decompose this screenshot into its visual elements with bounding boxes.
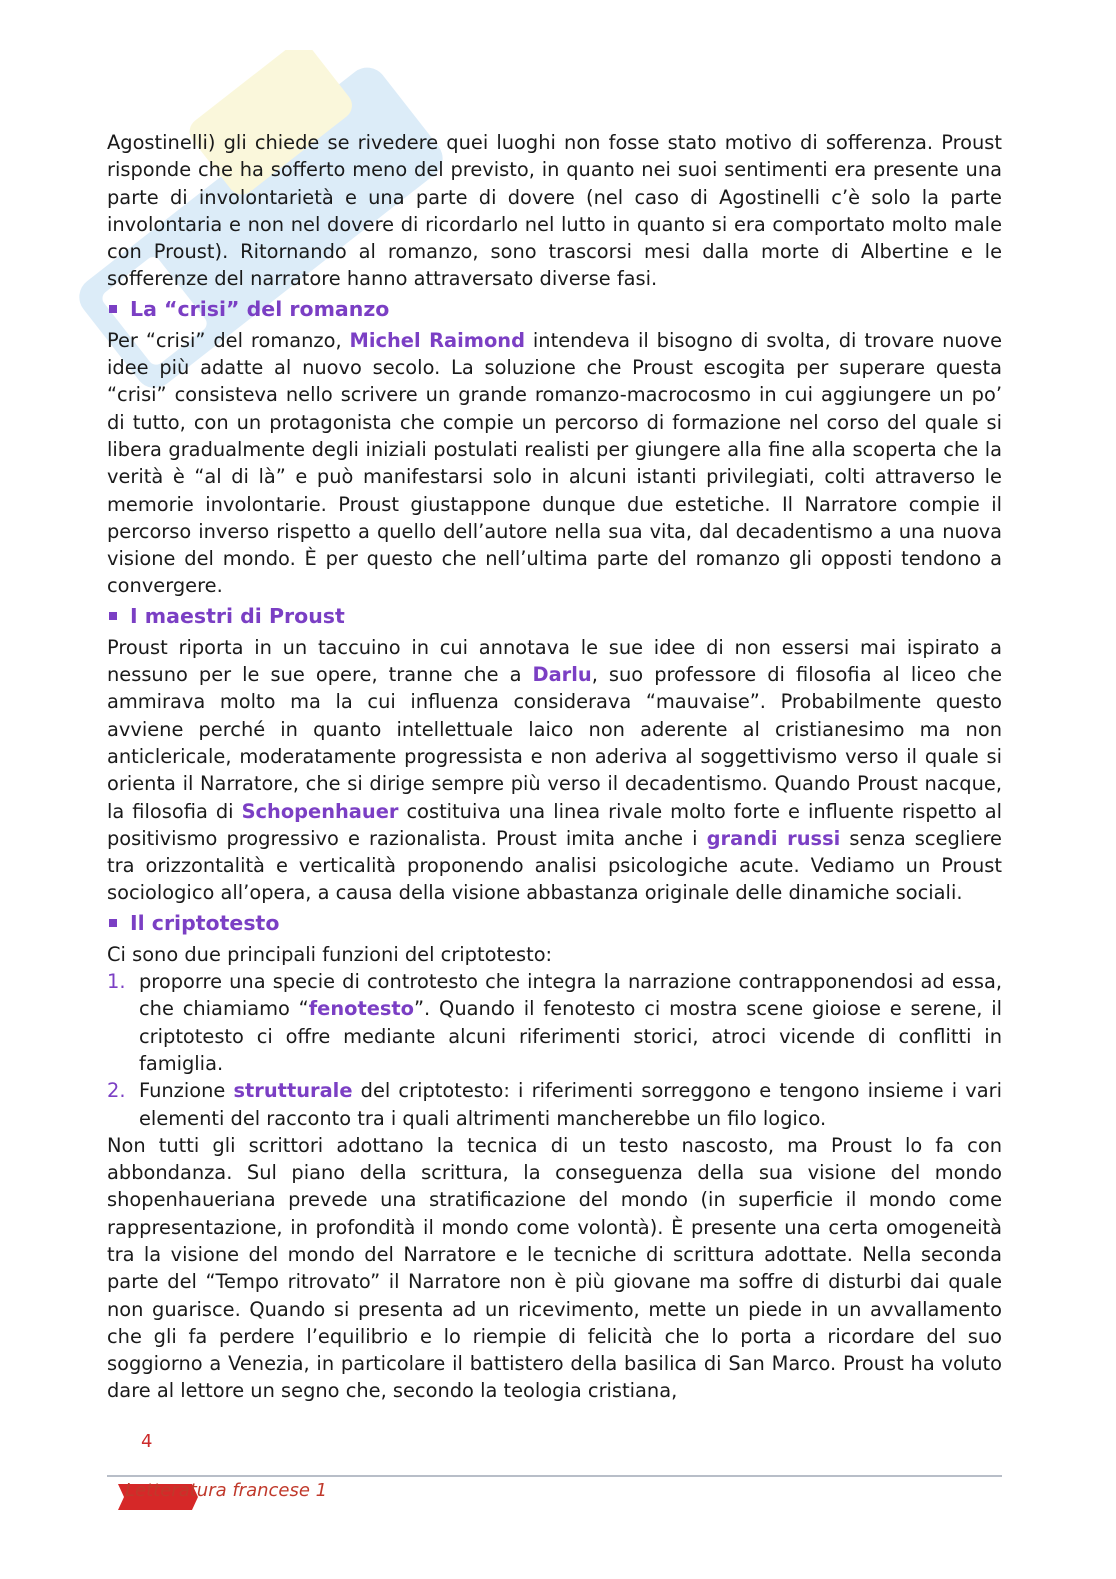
section-heading-criptotesto	[107, 910, 1002, 937]
highlight-term: strutturale	[233, 1079, 353, 1103]
numbered-list	[107, 968, 1002, 1132]
footer-divider	[107, 1475, 1002, 1477]
text-run: proporre una specie di controtesto che integra la narrazione contrapponendosi ad essa, che chiamiamo “	[139, 970, 1002, 1021]
text-run: Proust riporta in un taccuino in cui annotava le sue idee di non essersi mai ispirato a nessuno per le sue opere, tranne che a	[107, 635, 1002, 687]
section-title: I maestri di Proust	[130, 603, 345, 628]
maestri-paragraph	[107, 634, 1002, 907]
square-bullet-icon	[109, 919, 117, 927]
section-heading-maestri	[107, 603, 1002, 630]
criptotesto-intro: Ci sono due principali funzioni del criptotesto:	[107, 942, 553, 966]
text-run: ”. Quando il fenotesto ci mostra scene gioiose e serene, il criptotesto ci offre mediante alcuni riferimenti storici, atroci vicende di conflitti in famiglia.	[139, 997, 1002, 1075]
text-run: intendeva il bisogno di svolta, di trovare nuove idee più adatte al nuovo secolo. La soluzione che Proust escogita per superare questa “crisi” consisteva nello scrivere un grande romanzo-macrocosmo in cui aggiungere un po’ di tutto, con un protagonista che compie un percorso di formazione nel corso del quale si libera gradualmente degli iniziali postulati realisti per giungere alla fine alla scoperta che la verità è “al di là” e può manifestarsi solo in alcuni istanti privilegiati, colti attraverso le memorie involontarie. Proust giustappone dunque due estetiche. Il Narratore compie il percorso inverso rispetto a quello dell’autore nella sua vita, dal decadentismo a una nuova visione del mondo. È per questo che nell’ultima parte del romanzo gli opposti tendono a convergere.	[107, 328, 1002, 598]
text-run: , suo professore di filosofia al liceo che ammirava molto ma la cui influenza considerava “mauvaise”. Probabilmente questo avviene perché in quanto intellettuale laico non aderente al cristianesimo ma non anticlericale, moderatamente progressista e non aderiva al soggettivismo verso il quale si orienta il Narratore, che si dirige sempre più verso il decadentismo. Quando Proust nacque, la filosofia di	[107, 663, 1003, 823]
section-heading-crisi	[107, 296, 1002, 323]
text-run: Per “crisi” del romanzo,	[107, 328, 350, 352]
text-run: senza scegliere tra orizzontalità e verticalità proponendo analisi psicologiche acute. Vediamo un Proust sociologico all’opera, a causa della visione abbastanza originale delle dinamiche sociali.	[107, 826, 1002, 905]
page-body	[107, 129, 1002, 1405]
text-run: del criptotesto: i riferimenti sorreggono e tengono insieme i vari elementi del racconto tra i quali altrimenti mancherebbe un filo logico.	[139, 1079, 1002, 1130]
section-title: La “crisi” del romanzo	[130, 296, 390, 321]
text-run: costituiva una linea rivale molto forte e influente rispetto al positivismo progressivo e razionalista. Proust imita anche i	[107, 799, 1003, 850]
list-number: 1.	[107, 970, 126, 994]
highlight-term: fenotesto	[308, 997, 415, 1021]
highlight-term: grandi russi	[706, 826, 841, 850]
crisi-paragraph	[107, 327, 1002, 600]
square-bullet-icon	[109, 305, 117, 313]
page-number: 4	[141, 1431, 153, 1452]
text-run: Funzione	[139, 1079, 234, 1103]
highlight-term: Michel Raimond	[349, 328, 525, 352]
intro-paragraph: Agostinelli) gli chiede se rivedere quei luoghi non fosse stato motivo di sofferenza. Proust risponde che ha sofferto meno del previsto, in quanto nei suoi sentimenti era presente una parte di involontarietà e una parte di dovere (nel caso di Agostinelli c’è solo la parte involontaria e non nel dovere di ricordarlo nel lutto in quanto si era comportato molto male con Proust). Ritornando al romanzo, sono trascorsi mesi dalla morte di Albertine e le sofferenze del narratore hanno attraversato diverse fasi.	[107, 131, 1002, 291]
square-bullet-icon	[109, 612, 117, 620]
highlight-term: Schopenhauer	[241, 799, 399, 823]
list-item	[107, 1077, 1002, 1132]
list-number: 2.	[107, 1079, 126, 1103]
highlight-term: Darlu	[532, 663, 592, 687]
list-item	[107, 968, 1002, 1077]
section-title: Il criptotesto	[130, 910, 280, 935]
criptotesto-closing: Non tutti gli scrittori adottano la tecnica di un testo nascosto, ma Proust lo fa con abbondanza. Sul piano della scrittura, la conseguenza della sua visione del mondo shopenhaueriana prevede una stratificazione del mondo (in superficie il mondo come rappresentazione, in profondità il mondo come volontà). È presente una certa omogeneità tra la visione del mondo del Narratore e le tecniche di scrittura adottate. Nella seconda parte del “Tempo ritrovato” il Narratore non è più giovane ma soffre di disturbi dai quale non guarisce. Quando si presenta ad un ricevimento, mette un piede in un avvallamento che gli fa perdere l’equilibrio e lo riempie di felicità che lo porta a ricordare del suo soggiorno a Venezia, in particolare il battistero della basilica di San Marco. Proust ha voluto dare al lettore un segno che, secondo la teologia cristiana,	[107, 1133, 1002, 1403]
footer-title: Letteratura francese 1	[125, 1480, 328, 1501]
